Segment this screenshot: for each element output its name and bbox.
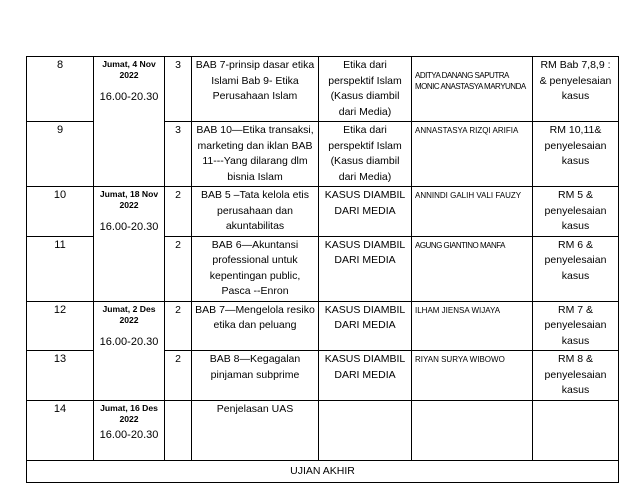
session-time: 16.00-20.30 — [99, 428, 159, 441]
row-number: 13 — [27, 351, 94, 401]
presenter-name — [412, 400, 533, 460]
table-row — [27, 400, 619, 460]
topic: BAB 5 –Tata kelola etis perusahaan dan akuntabilitas — [192, 187, 319, 237]
assignment-note: RM 5 & penyelesaian kasus — [533, 187, 619, 237]
session-date-cell — [94, 400, 165, 460]
method: KASUS DIAMBIL DARI MEDIA — [319, 351, 412, 401]
footer-row — [27, 460, 619, 483]
method — [319, 400, 412, 460]
topic: BAB 6—Akuntansi professional untuk kepentingan public, Pasca --Enron — [192, 236, 319, 301]
method: KASUS DIAMBIL DARI MEDIA — [319, 301, 412, 351]
credits: 3 — [165, 57, 192, 122]
credits: 3 — [165, 122, 192, 187]
credits — [165, 400, 192, 460]
session-date: Jumat, 4 Nov 2022 — [102, 59, 156, 80]
row-number: 14 — [27, 400, 94, 460]
topic: BAB 8—Kegagalan pinjaman subprime — [192, 351, 319, 401]
session-time: 16.00-20.30 — [99, 335, 159, 348]
schedule-table — [26, 56, 619, 483]
assignment-note: RM 6 & penyelesaian kasus — [533, 236, 619, 301]
table-row — [27, 187, 619, 237]
credits: 2 — [165, 187, 192, 237]
topic: BAB 7-prinsip dasar etika Islami Bab 9- Etika Perusahaan Islam — [192, 57, 319, 122]
session-date-cell — [94, 301, 165, 400]
presenter-name: AGUNG GIANTINO MANFA — [412, 236, 533, 301]
session-date: Jumat, 18 Nov 2022 — [99, 189, 159, 210]
presenter-name: ANNINDI GALIH VALI FAUZY — [412, 187, 533, 237]
row-number: 10 — [27, 187, 94, 237]
row-number: 11 — [27, 236, 94, 301]
topic: Penjelasan UAS — [192, 400, 319, 460]
topic: BAB 10—Etika transaksi, marketing dan iklan BAB 11---Yang dilarang dlm bisnia Islam — [192, 122, 319, 187]
assignment-note: RM Bab 7,8,9 : & penyelesaian kasus — [533, 57, 619, 122]
assignment-note: RM 10,11& penyelesaian kasus — [533, 122, 619, 187]
credits: 2 — [165, 301, 192, 351]
presenter-name: ANNASTASYA RIZQI ARIFIA — [412, 122, 533, 187]
credits: 2 — [165, 351, 192, 401]
session-date-cell — [94, 187, 165, 302]
presenter-name: ILHAM JIENSA WIJAYA — [412, 301, 533, 351]
method: KASUS DIAMBIL DARI MEDIA — [319, 236, 412, 301]
assignment-note: RM 8 & penyelesaian kasus — [533, 351, 619, 401]
exam-footer: UJIAN AKHIR — [27, 460, 619, 483]
session-date: Jumat, 2 Des 2022 — [102, 303, 156, 325]
presenter-name: ADITYA DANANG SAPUTRA MONIC ANASTASYA MARYUNDA — [412, 57, 533, 122]
topic: BAB 7—Mengelola resiko etika dan peluang — [192, 301, 319, 351]
credits: 2 — [165, 236, 192, 301]
assignment-note: RM 7 & penyelesaian kasus — [533, 301, 619, 351]
row-number: 12 — [27, 301, 94, 351]
presenter-name: RIYAN SURYA WIBOWO — [412, 351, 533, 401]
method: Etika dari perspektif Islam (Kasus diambil dari Media) — [319, 57, 412, 122]
session-date: Jumat, 16 Des 2022 — [100, 402, 158, 424]
method: Etika dari perspektif Islam (Kasus diambil dari Media) — [319, 122, 412, 187]
table-row — [27, 57, 619, 122]
row-number: 8 — [27, 57, 94, 122]
session-time: 16.00-20.30 — [99, 221, 159, 233]
row-number: 9 — [27, 122, 94, 187]
assignment-note — [533, 400, 619, 460]
table-row — [27, 301, 619, 351]
method: KASUS DIAMBIL DARI MEDIA — [319, 187, 412, 237]
session-date-cell — [94, 57, 165, 187]
session-time: 16.00-20.30 — [99, 91, 159, 103]
